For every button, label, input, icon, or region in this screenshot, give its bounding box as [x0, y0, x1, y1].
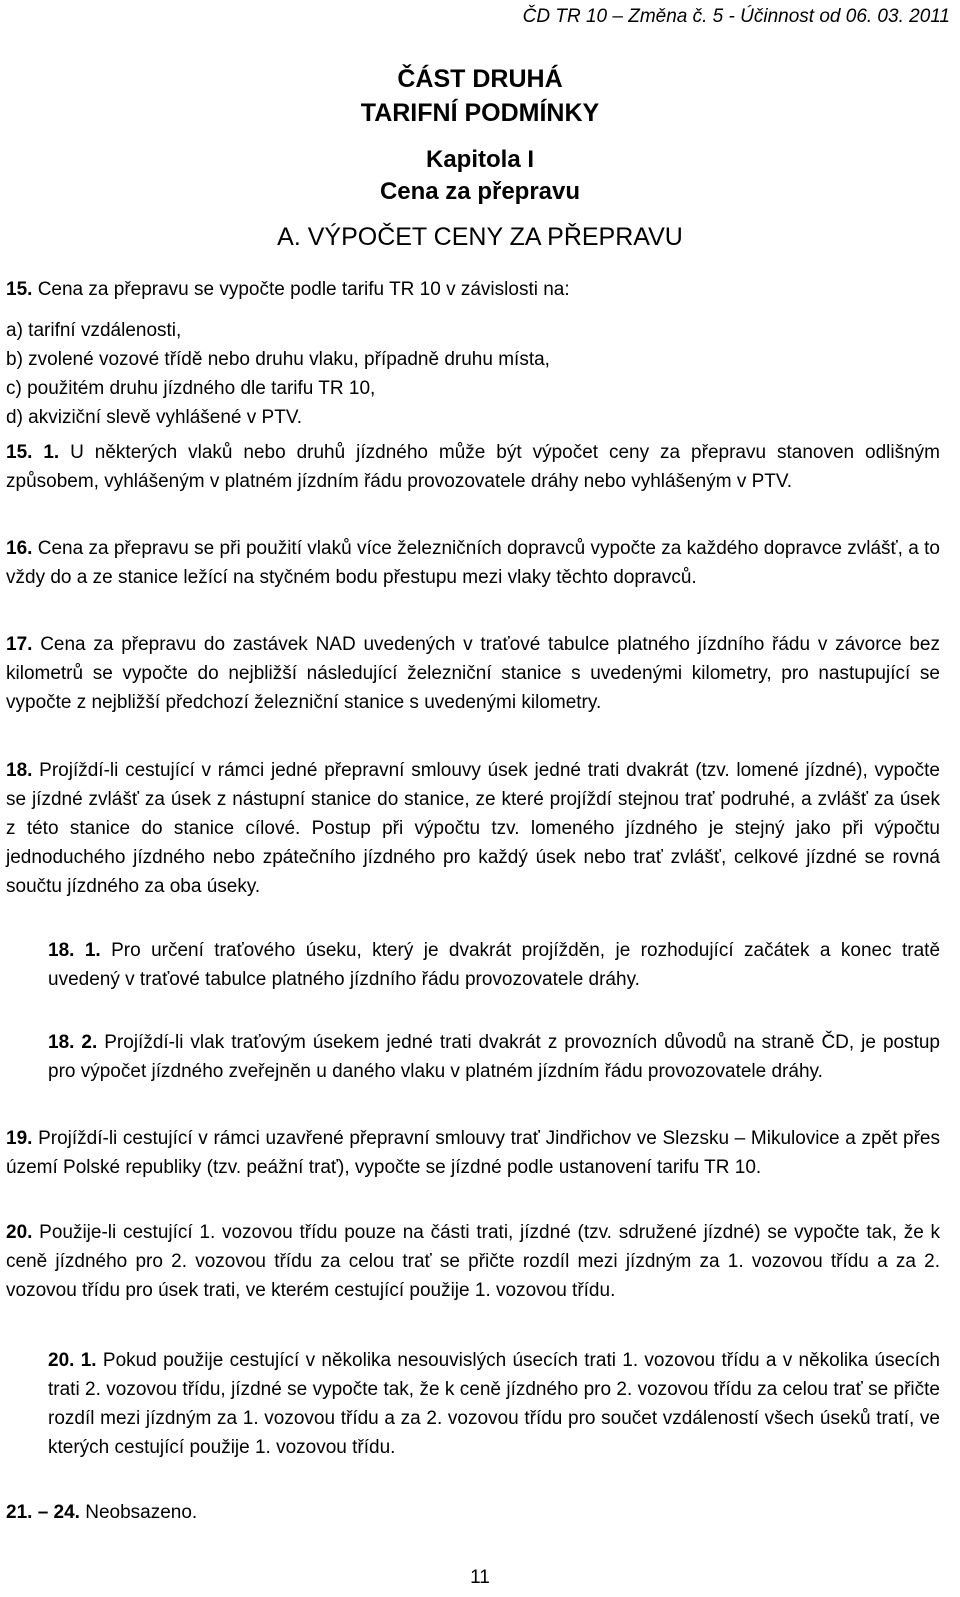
paragraph-number: 18.	[6, 760, 33, 781]
paragraph-19	[6, 1124, 940, 1182]
paragraph-text: Pokud použije cestující v několika nesouvislých úsecích trati 1. vozovou třídu a v několika úsecích trati 2. vozovou třídu, jízdné se vypočte tak, že k ceně jízdného pro 2. vozovou třídu za celou trať se přičte rozdíl mezi jízdným za 1. vozovou třídu a za 2. vozovou třídu pro součet vzdáleností všech úseků tratí, ve kterých cestující použije 1. vozovou třídu.	[48, 1350, 940, 1458]
paragraph-number: 19.	[6, 1128, 33, 1149]
paragraph-18-1	[48, 936, 940, 994]
paragraph-number: 18. 2.	[48, 1032, 98, 1053]
paragraph-number: 15. 1.	[6, 442, 60, 463]
paragraph-text: Neobsazeno.	[85, 1502, 198, 1523]
list-item: c) použitém druhu jízdného dle tarifu TR 10,	[6, 378, 376, 399]
paragraph-text: Projíždí-li cestující v rámci uzavřené přepravní smlouvy trať Jindřichov ve Slezsku – Mikulovice a zpět přes území Polské republiky (tzv. peážní trať), vypočte se jízdné podle ustanovení tarifu TR 10.	[6, 1128, 941, 1178]
page-number: 11	[470, 1567, 490, 1588]
paragraph-20	[6, 1218, 940, 1305]
paragraph-text: Projíždí-li cestující v rámci jedné přepravní smlouvy úsek jedné trati dvakrát (tzv. lomené jízdné), vypočte se jízdné zvlášť za úsek z nástupní stanice do stanice, ze které projíždí stejnou trať podruhé, a zvlášť za úsek z této stanice do stanice cílové. Postup při výpočtu tzv. lomeného jízdného je stejný jako při výpočtu jednoduchého jízdného nebo zpátečního jízdného pro každý úsek nebo trať zvlášť, celkové jízdné se rovná součtu jízdného za oba úseky.	[6, 760, 940, 897]
paragraph-16	[6, 534, 940, 592]
paragraph-text: Použije-li cestující 1. vozovou třídu pouze na části trati, jízdné (tzv. sdružené jízdné) se vypočte tak, že k ceně jízdného pro 2. vozovou třídu za celou trať se přičte rozdíl mezi jízdným za 1. vozovou třídu a za 2. vozovou třídu pro úsek trati, ve kterém cestující použije 1. vozovou třídu.	[6, 1222, 941, 1301]
paragraph-text: Pro určení traťového úseku, který je dvakrát projížděn, je rozhodující začátek a konec tratě uvedený v traťové tabulce platného jízdního řádu provozovatele dráhy.	[48, 940, 941, 990]
paragraph-text: Projíždí-li vlak traťovým úsekem jedné trati dvakrát z provozních důvodů na straně ČD, je postup pro výpočet jízdného zveřejněn u daného vlaku v platném jízdním řádu provozovatele dráhy.	[48, 1032, 940, 1082]
page-header: ČD TR 10 – Změna č. 5 - Účinnost od 06. 03. 2011	[522, 6, 950, 27]
criteria-list	[6, 316, 940, 432]
section-title: A. VÝPOČET CENY ZA PŘEPRAVU	[277, 223, 683, 251]
paragraph-number: 20. 1.	[48, 1350, 97, 1371]
paragraph-18-2	[48, 1028, 940, 1086]
paragraph-number: 21. – 24.	[6, 1502, 80, 1523]
paragraph-text: Cena za přepravu se vypočte podle tarifu TR 10 v závislosti na:	[37, 279, 570, 300]
paragraph-17	[6, 630, 940, 717]
paragraph-21-24	[6, 1498, 940, 1527]
paragraph-number: 17.	[6, 634, 33, 655]
chapter-subtitle: Cena za přepravu	[379, 178, 581, 205]
paragraph-18	[6, 756, 940, 901]
part-subtitle: TARIFNÍ PODMÍNKY	[360, 99, 600, 127]
paragraph-text: Cena za přepravu do zastávek NAD uvedených v traťové tabulce platného jízdního řádu v závorce bez kilometrů se vypočte do nejbližší následující železniční stanice s uvedenými kilometry, pro nastupující se vypočte z nejbližší předchozí železniční stanice s uvedenými kilometry.	[6, 634, 940, 713]
paragraph-20-1	[48, 1346, 940, 1462]
paragraph-number: 16.	[6, 538, 33, 559]
list-item: d) akviziční slevě vyhlášené v PTV.	[6, 407, 303, 428]
paragraph-number: 15.	[6, 279, 33, 300]
paragraph-15-1	[6, 438, 940, 496]
paragraph-text: Cena za přepravu se při použití vlaků více železničních dopravců vypočte za každého dopravce zvlášť, a to vždy do a ze stanice ležící na styčném bodu přestupu mezi vlaky těchto dopravců.	[6, 538, 941, 588]
chapter-title: Kapitola I	[425, 146, 534, 173]
paragraph-text: U některých vlaků nebo druhů jízdného může být výpočet ceny za přepravu stanoven odlišným způsobem, vyhlášeným v platném jízdním řádu provozovatele dráhy nebo vyhlášeným v PTV.	[6, 442, 940, 492]
list-item: b) zvolené vozové třídě nebo druhu vlaku, případně druhu místa,	[6, 349, 550, 370]
paragraph-number: 20.	[6, 1222, 33, 1243]
part-title: ČÁST DRUHÁ	[397, 65, 563, 93]
list-item: a) tarifní vzdálenosti,	[6, 320, 182, 341]
paragraph-number: 18. 1.	[48, 940, 101, 961]
paragraph-15	[6, 275, 940, 304]
